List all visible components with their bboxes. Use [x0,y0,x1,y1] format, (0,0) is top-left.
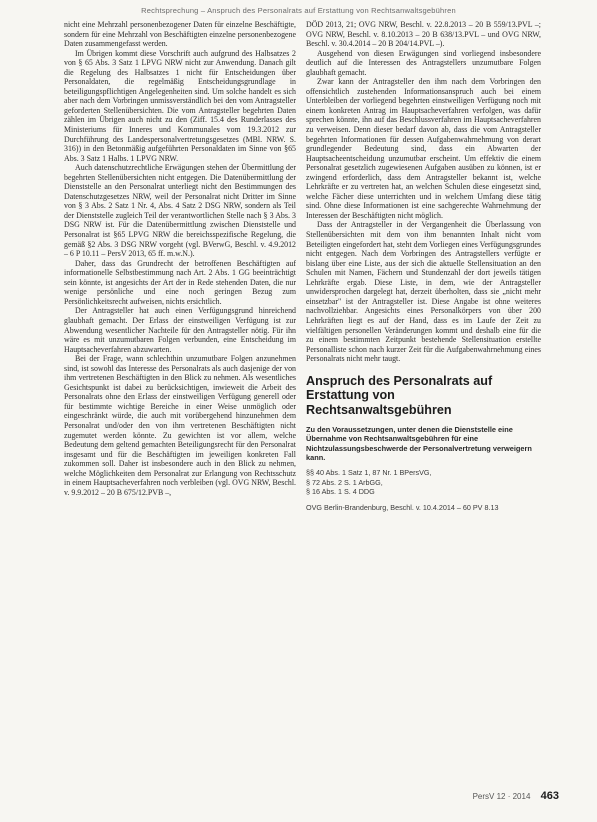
new-case-section [306,374,541,512]
running-head: Rechtsprechung – Anspruch des Personalrats auf Erstattung von Rechtsanwaltsgebühren [141,6,456,15]
right-column [306,20,541,512]
section-title: Anspruch des Personalrats auf Erstattung von Rechtsanwaltsgebühren [306,373,493,417]
legal-reference: §§ 40 Abs. 1 Satz 1, 87 Nr. 1 BPersVG, [306,468,432,478]
left-column [64,20,296,497]
legal-references [306,468,541,496]
body-paragraph: Ausgehend von diesen Erwägungen sind vorliegend insbesondere deutlich auf die Interessen des Antragstellers unzumutbare Folgen glaubhaft gemacht. [306,48,541,77]
page-footer [473,790,559,802]
body-paragraph: Bei der Frage, wann schlechthin unzumutbare Folgen anzunehmen sind, ist sowohl das Interesse des Personalrats als auch dasjenige der von ihm vertretenen Beschäftigten in den Blick zu nehmen. Als wesentliches Gesichtspunkt ist dabei zu berücksichtigen, inwieweit die Arbeit des Personalrats ohne den Erlass der einstweiligen Verfügung generell oder für bestimmte wichtige Bereiche in einer Weise unmöglich oder eingeschränkt würde, die auch mit vorübergehend hinzunehmen dem Personalrat und/oder den von ihm vertretenen Beschäftigten nicht zugemutet werden könnte. Zu gewichten ist vor allem, welche Bedeutung dem geltend gemachten Beteiligungsrecht für den Personalrat insgesamt und für die Beschäftigten im jeweiligen konkreten Fall zukommen soll. Daher ist insbesondere auch in den Blick zu nehmen, welche Möglichkeiten dem Personalrat zur Erlangung von Rechtsschutz in einem Hauptsacheverfahren noch verbleiben (vgl. OVG NRW, Beschl. v. 9.9.2012 – 20 B 675/12.PVB –, [64,354,296,497]
body-paragraph: Zwar kann der Antragsteller den ihm nach dem Vorbringen den offensichtlich zustehenden Informationsanspruch auch bei einem Unterbleiben der vorliegend begehrten einstweiligen Verfügung noch mit einem konkreten Antrag im Hauptsacheverfahren verfolgen, was dafür sprechen könnte, ihn auf das Beschlussverfahren im Hauptsacheverfahren zu verweisen. Denn dieser bedarf davon ab, dass die vom Antragsteller begehrten Informationen für dessen Aufgabenwahrnehmung von derart grundlegender Bedeutung sind, dass ein Abwarten der Hauptsacheentscheidung unzumutbar erscheint. Um effektiv die einem Personalrat gesetzlich zugewiesenen Aufgaben ausüben zu können, ist er zwingend erforderlich, dass dem Antragsteller bekannt ist, welche Lehrkräfte er zu vertreten hat, an welchen Schulen diese eingesetzt sind, welche Fächer diese unterrichten und in welchem Umfang diese tätig sind. Ohne diese Informationen ist eine sachgerechte Wahrnehmung der Interessen der Beschäftigten nicht möglich. [306,77,541,220]
legal-reference: § 16 Abs. 1 S. 4 DDG [306,487,375,497]
body-paragraph: DÖD 2013, 21; OVG NRW, Beschl. v. 22.8.2013 – 20 B 559/13.PVL –; OVG NRW, Beschl. v. 8.10.2013 – 20 B 638/13.PVL – und OVG NRW, Beschl. v. 30.4.2014 – 20 B 204/14.PVL –). [306,20,541,49]
body-paragraph: nicht eine Mehrzahl personenbezogener Daten für einzelne Beschäftigte, sondern für eine Mehrzahl von Beschäftigten einzelne personenbezogene Daten zusammengefasst werden. [64,20,296,49]
journal-issue: PersV 12 · 2014 [472,792,531,801]
body-paragraph: Auch datenschutzrechtliche Erwägungen stehen der Übermittlung der begehrten Stellenübersichten nicht entgegen. Die Datenübermittlung der Dienststelle an den Personalrat unterliegt nicht den Bestimmungen des Datenschutzgesetzes NRW, weil der Personalrat nicht Dritter im Sinne von § 3 Abs. 2 Satz 1 Nr. 4, Abs. 4 Satz 2 DSG NRW, sondern als Teil der Dienststelle zugleich Teil der verantwortlichen Stelle nach § 3 Abs. 3 DSG NRW ist. Für die Datenübermittlung zwischen Dienststelle und Personalrat ist §65 LPVG NRW die bereichsspezifische Regelung, die gemäß §2 Abs. 3 DSG NRW vorgeht (vgl. BVerwG, Beschl. v. 4.9.2012 – 6 P 10.11 – PersV 2013, 65 ff. m.w.N.). [64,163,296,259]
page-number: 463 [540,790,559,802]
legal-reference: § 72 Abs. 2 S. 1 ArbGG, [306,477,383,487]
body-paragraph: Der Antragsteller hat auch einen Verfügungsgrund hinreichend glaubhaft gemacht. Der Erlass der einstweiligen Verfügung ist zur Abwendung wesentlicher Nachteile für den Antragsteller nötig. Für ihn wäre es mit unzumutbaren Folgen verbunden, eine Entscheidung im Hauptsacheverfahren abzuwarten. [64,306,296,354]
court-citation: OVG Berlin-Brandenburg, Beschl. v. 10.4.2014 – 60 PV 8.13 [306,502,499,512]
body-paragraph: Daher, dass das Grundrecht der betroffenen Beschäftigten auf informationelle Selbstbestimmung nach Art. 2 Abs. 1 GG beeinträchtigt sein könnte, ist angesichts der Art der in Rede stehenden Daten, die nur wenige persönliche und eine noch geringen Bezug zum Persönlichkeitsrecht aufweisen, nichts ersichtlich. [64,258,296,306]
case-summary: Zu den Voraussetzungen, unter denen die Dienststelle eine Übernahme von Rechtsanwaltsgebühren für eine Nichtzulassungsbeschwerde der Personalvertretung verweigern kann. [306,425,532,463]
body-paragraph: Im Übrigen kommt diese Vorschrift auch aufgrund des Halbsatzes 2 von § 65 Abs. 3 Satz 1 LPVG NRW nicht zur Anwendung. Danach gilt die Regelung des Halbsatzes 1 nicht für Entscheidungen über Personaldaten, die regelmäßig Entscheidungsgrundlage in beteiligungspflichtigen Angelegenheiten sind. Um solche handelt es sich aber nach dem Vorbringen unmissverständlich bei den vom Antragsteller geforderten Stellenübersichten. Die vom Antragsteller begehrten Daten zählen im Übrigen auch nicht zu den (Ziff. 15.4 des Runderlasses des Ministeriums für Inneres und Kommunales vom 19.3.2012 zur Durchführung des Landespersonalvertretungsgesetzes (MBl. NRW. S. 316)) in den Betonmäßig aufgeführten Personaldaten im Sinne von §65 Abs. 3 Satz 1 Halbs. 1 LPVG NRW. [64,48,296,163]
body-paragraph: Dass der Antragsteller in der Vergangenheit die Überlassung von Stellenübersichten mit dem von ihm benannten Inhalt nicht vom Beteiligten eingefordert hat, steht dem Vorliegen eines Verfügungsgrundes nicht entgegen. Nach dem Vorbringen des Antragstellers verfügte er bislang über eine Liste, aus der sich die aktuelle Stellensituation an den Schulen mit Namen, Fächern und Stundenzahl der dort jeweils tätigen Lehrkräfte ergab. Diese Liste, in dem, wie der Antragsteller unwidersprochen dargelegt hat, derzeit überholten, dass sie „nicht mehr einsetzbar" ist der Antragsteller ist. Diese Angabe ist ohne weiteres nachvollziehbar. Angesichts eines Personalkörpers von über 200 Lehrkräften liegt es auf der Hand, dass es im Laufe der Zeit zu vielfältigen personellen Veränderungen kommt und deshalb eine für die zu einem bestimmten Zeitpunkt bestehende Stellensituation erstellte Personalliste schon nach kurzer Zeit für die Aufgabenwahrnehmung eines Personalrats nicht mehr taugt. [306,220,541,364]
